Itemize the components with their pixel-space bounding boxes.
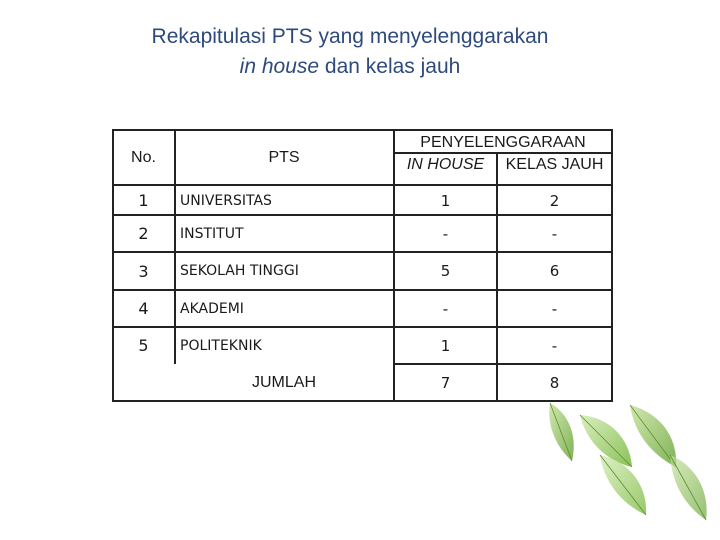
- row-in-house-value: 5: [440, 262, 451, 280]
- row-pts-name: SEKOLAH TINGGI: [180, 263, 299, 279]
- header-kelas-jauh: KELAS JAUH: [505, 156, 604, 173]
- row-in-house-value: -: [442, 299, 449, 318]
- title-line-2: [0, 52, 700, 82]
- row-pts-name: UNIVERSITAS: [180, 192, 272, 209]
- table-rule: [113, 214, 613, 216]
- row-number: 4: [138, 299, 149, 318]
- row-pts-name: INSTITUT: [180, 225, 244, 242]
- row-in-house-value: -: [442, 224, 449, 243]
- table-rule: [112, 129, 114, 402]
- table-rule: [393, 129, 395, 402]
- row-number: 2: [138, 224, 149, 243]
- table-rule: [113, 184, 613, 186]
- row-kelas-jauh-value: -: [551, 336, 558, 355]
- header-penyelenggaraan: PENYELENGGARAAN: [420, 134, 586, 151]
- table-rule: [113, 129, 613, 131]
- page-title: [0, 22, 700, 82]
- row-pts-name: POLITEKNIK: [180, 337, 262, 354]
- table-rule: [611, 129, 613, 402]
- header-in-house: IN HOUSE: [406, 156, 485, 173]
- row-kelas-jauh-value: -: [551, 224, 558, 243]
- row-kelas-jauh-value: 6: [549, 262, 560, 280]
- row-in-house-value: 1: [440, 191, 451, 210]
- header-no: No.: [131, 148, 156, 166]
- row-number: 1: [138, 191, 149, 210]
- row-number: 5: [138, 336, 149, 355]
- row-kelas-jauh-value: -: [551, 299, 558, 318]
- table-rule: [113, 251, 613, 253]
- table-rule: [394, 363, 612, 365]
- row-pts-name: AKADEMI: [180, 300, 244, 317]
- total-in-house-value: 7: [440, 374, 451, 392]
- total-kelas-jauh-value: 8: [549, 374, 560, 392]
- row-number: 3: [138, 261, 149, 281]
- table-rule: [174, 129, 176, 364]
- title-line-1: Rekapitulasi PTS yang menyelenggarakan: [151, 25, 549, 48]
- title-rest-part: dan kelas jauh: [319, 55, 461, 78]
- table-rule: [496, 152, 498, 402]
- green-leaves-icon: [520, 395, 720, 540]
- title-italic-part: in house: [239, 55, 320, 78]
- header-pts: PTS: [268, 148, 300, 166]
- row-in-house-value: 1: [440, 336, 451, 355]
- table-rule: [113, 326, 613, 328]
- total-label: JUMLAH: [251, 374, 316, 391]
- table-rule: [394, 152, 612, 154]
- row-kelas-jauh-value: 2: [549, 191, 560, 210]
- table-rule: [113, 289, 613, 291]
